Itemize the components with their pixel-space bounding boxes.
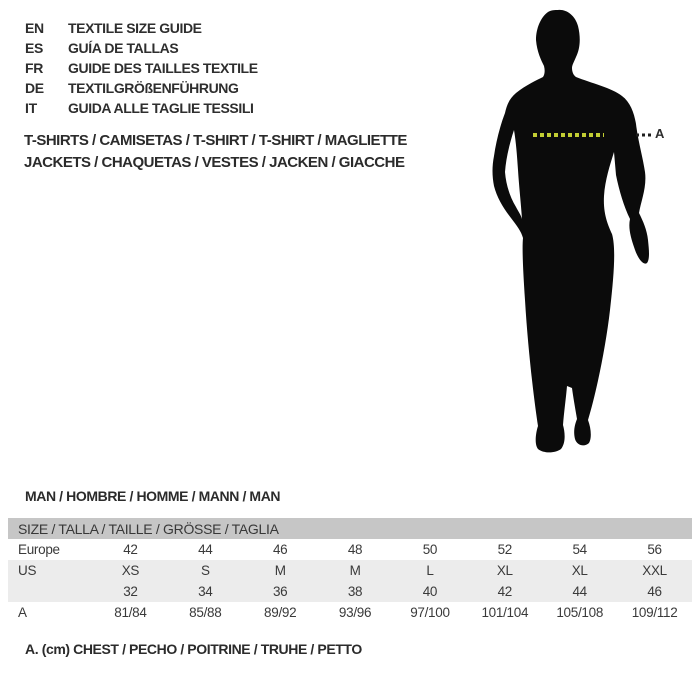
section-title-man: MAN / HOMBRE / HOMME / MANN / MAN (25, 488, 281, 504)
size-cell: 52 (497, 542, 513, 557)
footnote-chest-legend: A. (cm) CHEST / PECHO / POITRINE / TRUHE / PETTO (25, 641, 362, 657)
language-label: GUIDE DES TAILLES TEXTILE (68, 60, 258, 76)
size-cell: XL (542, 560, 617, 581)
category-tshirts: T-SHIRTS / CAMISETAS / T-SHIRT / T-SHIRT / MAGLIETTE (24, 132, 407, 149)
size-cell: M (243, 560, 318, 581)
size-cell: XL (467, 560, 542, 581)
table-row-numeric (8, 581, 692, 602)
silhouette-shape (493, 10, 650, 452)
language-row (25, 78, 258, 98)
language-code: FR (25, 60, 44, 76)
size-cell: 105/108 (556, 605, 604, 620)
language-code: DE (25, 80, 44, 96)
language-label: GUÍA DE TALLAS (68, 40, 179, 56)
table-row-us (8, 560, 692, 581)
row-label: A (18, 605, 27, 620)
product-categories (24, 130, 407, 174)
size-cell: M (318, 560, 393, 581)
man-silhouette (420, 0, 700, 500)
size-cell: 48 (347, 542, 363, 557)
language-row (25, 18, 258, 38)
size-cell: 81/84 (114, 605, 147, 620)
table-row-chest-a (8, 602, 692, 623)
size-table-header: SIZE / TALLA / TAILLE / GRÖSSE / TAGLIA (8, 518, 692, 539)
size-cell: 44 (542, 581, 617, 602)
size-cell: 56 (647, 542, 662, 557)
size-cell: 93/96 (338, 605, 372, 620)
language-row (25, 58, 258, 78)
language-label: GUIDA ALLE TAGLIE TESSILI (68, 100, 254, 116)
size-cell: 89/92 (264, 605, 297, 620)
size-cell: 50 (422, 542, 438, 557)
size-cell: 44 (198, 542, 213, 557)
size-cell: L (393, 560, 468, 581)
measurement-a-label: A (655, 126, 665, 141)
size-cell: XXL (617, 560, 692, 581)
size-cell: 46 (617, 581, 692, 602)
size-cell: 42 (123, 542, 138, 557)
size-table-header-row (8, 518, 692, 539)
language-code: IT (25, 100, 37, 116)
row-label (8, 581, 93, 602)
size-cell: 38 (318, 581, 393, 602)
size-cell: 97/100 (410, 605, 450, 620)
table-row-europe (8, 539, 692, 560)
language-row (25, 98, 258, 118)
size-cell: 34 (168, 581, 243, 602)
language-code: EN (25, 20, 44, 36)
language-row (25, 38, 258, 58)
size-cell: 85/88 (189, 605, 222, 620)
size-table (8, 518, 692, 623)
size-cell: 32 (93, 581, 168, 602)
language-list (25, 18, 258, 118)
size-cell: 42 (467, 581, 542, 602)
size-cell: 36 (243, 581, 318, 602)
size-cell: S (168, 560, 243, 581)
category-jackets: JACKETS / CHAQUETAS / VESTES / JACKEN / GIACCHE (24, 154, 405, 171)
language-label: TEXTILE SIZE GUIDE (68, 20, 202, 36)
size-cell: 46 (272, 542, 288, 557)
language-label: TEXTILGRÖßENFÜHRUNG (68, 80, 239, 96)
language-code: ES (25, 40, 44, 56)
size-cell: 101/104 (481, 605, 529, 620)
size-cell: 54 (572, 542, 587, 557)
size-cell: XS (93, 560, 168, 581)
size-cell: 40 (393, 581, 468, 602)
row-label: Europe (18, 542, 60, 557)
row-label: US (8, 560, 93, 581)
size-cell: 109/112 (631, 605, 678, 620)
